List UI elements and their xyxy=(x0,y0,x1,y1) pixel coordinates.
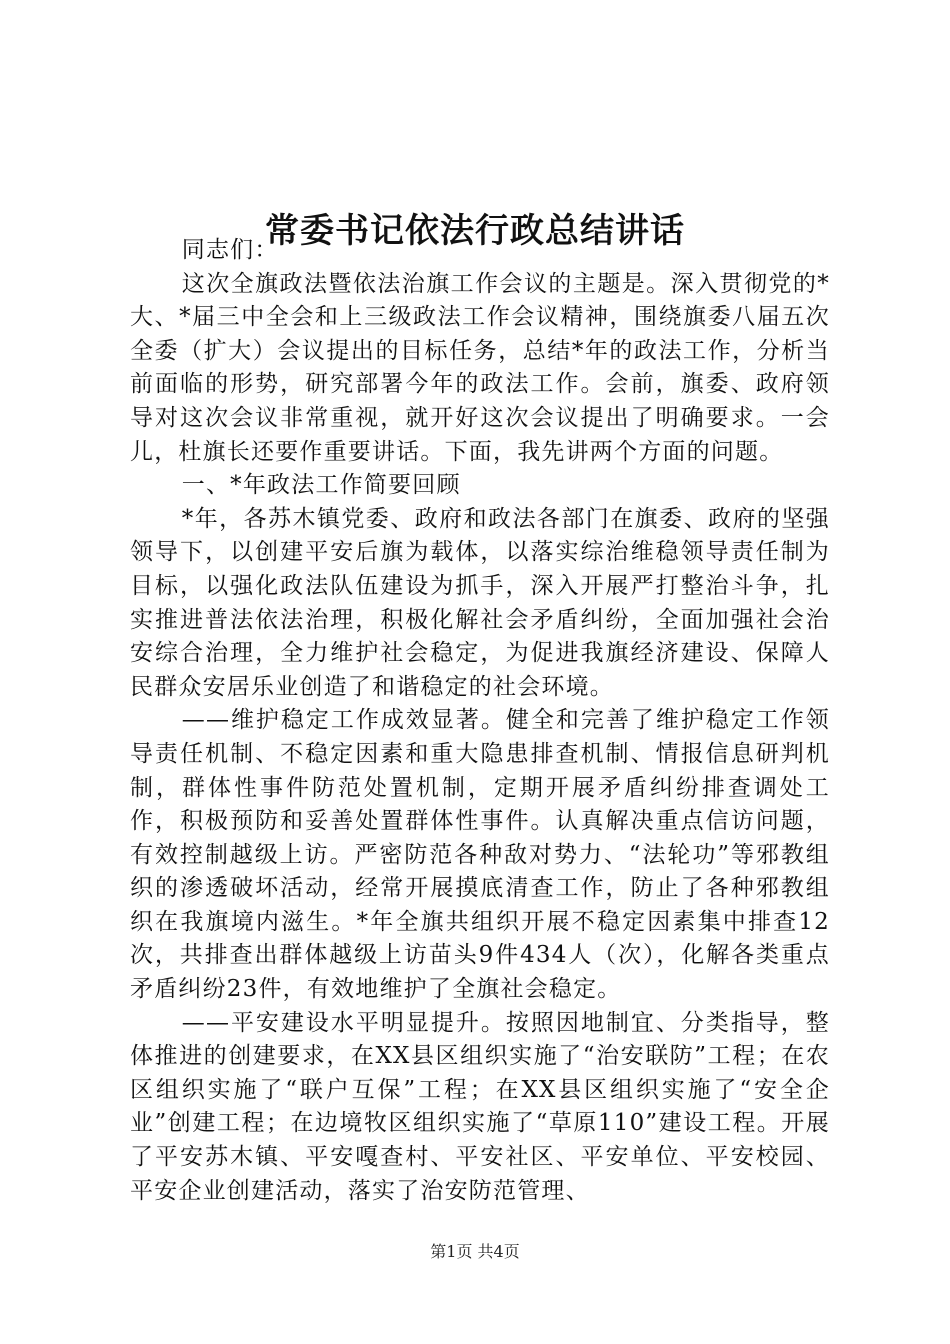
safety-paragraph: ——平安建设水平明显提升。按照因地制宜、分类指导，整体推进的创建要求，在XX县区组织实施了“治安联防”工程；在农区组织实施了“联户互保”工程；在XX县区组织实施了“安全企业”创建工程；在边境牧区组织实施了“草原110”建设工程。开展了平安苏木镇、平安嘎查村、平安社区、平安单位、平安校园、平安企业创建活动，落实了治安防范管理、 xyxy=(130,1009,830,1204)
intro-paragraph: 这次全旗政法暨依法治旗工作会议的主题是。深入贯彻党的*大、*届三中全会和上三级政法工作会议精神，围绕旗委八届五次全委（扩大）会议提出的目标任务，总结*年的政法工作，分析当前面临的形势，研究部署今年的政法工作。会前，旗委、政府领导对这次会议非常重视，就开好这次会议提出了明确要求。一会儿，杜旗长还要作重要讲话。下面，我先讲两个方面的问题。 xyxy=(130,270,830,465)
document-body xyxy=(130,234,830,1208)
salutation-paragraph: 同志们： xyxy=(181,237,279,263)
document-title: 常委书记依法行政总结讲话 xyxy=(265,210,685,251)
stability-paragraph: ——维护稳定工作成效显著。健全和完善了维护稳定工作领导责任机制、不稳定因素和重大隐患排查机制、情报信息研判机制，群体性事件防范处置机制，定期开展矛盾纠纷排查调处工作，积极预防和妥善处置群体性事件。认真解决重点信访问题，有效控制越级上访。严密防范各种敌对势力、“法轮功”等邪教组织的渗透破坏活动，经常开展摸底清查工作，防止了各种邪教组织在我旗境内滋生。*年全旗共组织开展不稳定因素集中排查12次，共排查出群体越级上访苗头9件434人（次），化解各类重点矛盾纠纷23件，有效地维护了全旗社会稳定。 xyxy=(130,707,830,1003)
page-number-footer: 第1页 共4页 xyxy=(430,1242,520,1261)
section-heading: 一、*年政法工作简要回顾 xyxy=(181,472,461,499)
review-paragraph: *年，各苏木镇党委、政府和政法各部门在旗委、政府的坚强领导下，以创建平安后旗为载体，以落实综治维稳领导责任制为目标，以强化政法队伍建设为抓手，深入开展严打整治斗争，扎实推进普法依法治理，积极化解社会矛盾纠纷，全面加强社会治安综合治理，全力维护社会稳定，为促进我旗经济建设、保障人民群众安居乐业创造了和谐稳定的社会环境。 xyxy=(130,505,830,700)
